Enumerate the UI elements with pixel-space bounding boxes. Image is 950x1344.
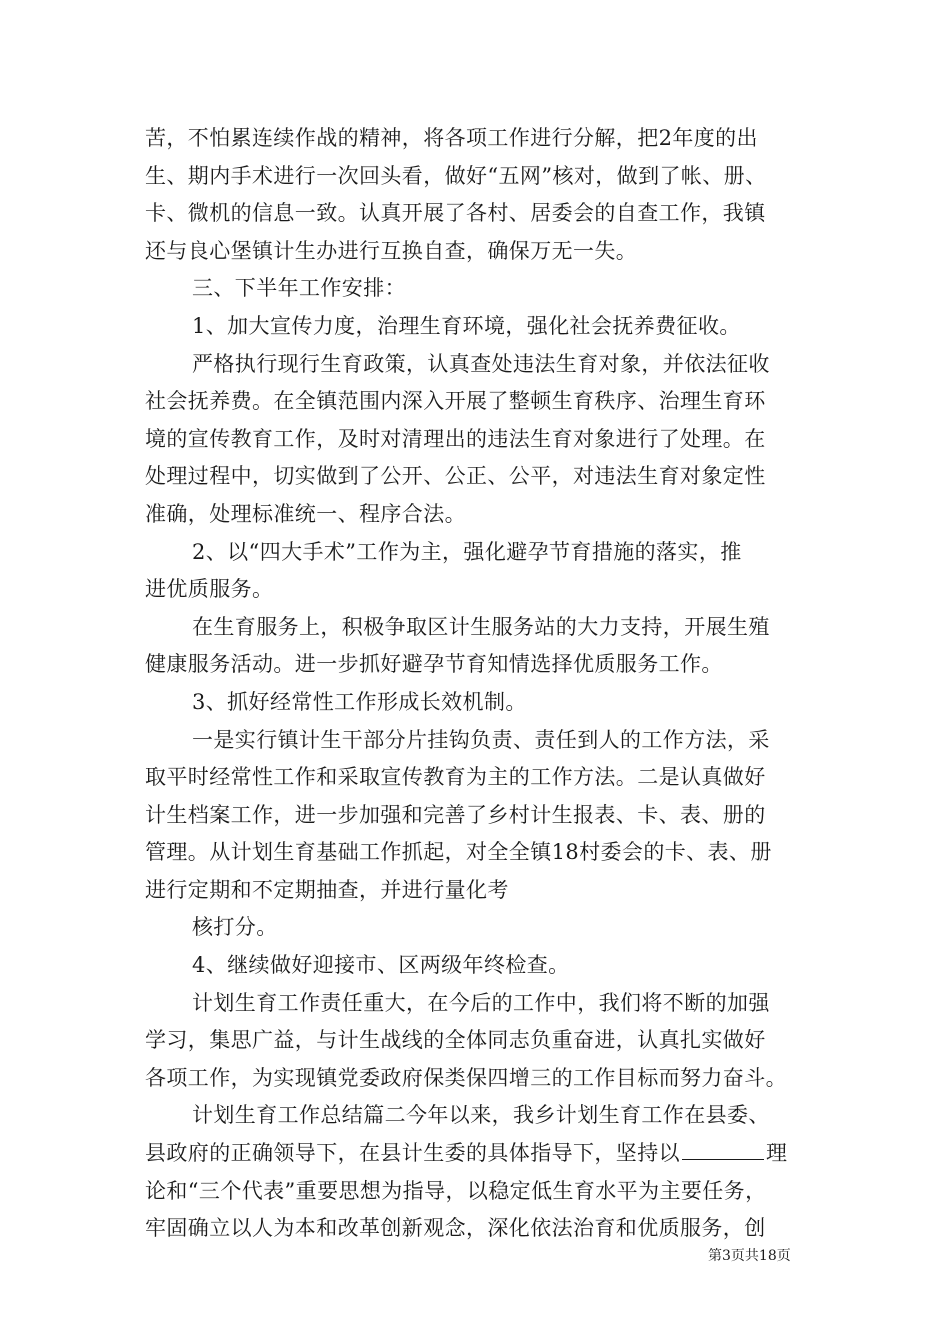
text-line: 境的宣传教育工作，及时对清理出的违法生育对象进行了处理。在: [145, 426, 766, 451]
page-number: 第3页共18页: [708, 1248, 791, 1264]
fill-in-blank: [682, 1139, 764, 1160]
text-line: 牢固确立以人为本和改革创新观念，深化依法治育和优质服务，创: [145, 1216, 766, 1241]
text-line: 健康服务活动。进一步抓好避孕节育知情选择优质服务工作。: [145, 652, 723, 677]
text-line: 计划生育工作责任重大，在今后的工作中，我们将不断的加强: [192, 990, 770, 1015]
text-line: 进行定期和不定期抽查，并进行量化考: [145, 877, 509, 902]
text-line: 社会抚养费。在全镇范围内深入开展了整顿生育秩序、治理生育环: [145, 389, 766, 414]
text-line: 计生档案工作，进一步加强和完善了乡村计生报表、卡、表、册的: [145, 802, 766, 827]
text-line: 学习，集思广益，与计生战线的全体同志负重奋进，认真扎实做好: [145, 1028, 766, 1053]
blank-line-after-text: 理: [766, 1141, 788, 1166]
section-heading: 三、下半年工作安排：: [192, 276, 406, 301]
text-line: 苦，不怕累连续作战的精神，将各项工作进行分解，把2年度的出: [145, 126, 758, 150]
text-line: 在生育服务上，积极争取区计生服务站的大力支持，开展生殖: [192, 614, 770, 639]
subsection-heading: 2、以“四大手术”工作为主，强化避孕节育措施的落实，推: [192, 539, 742, 564]
subsection-heading: 1、加大宣传力度，治理生育环境，强化社会抚养费征收。: [192, 313, 741, 338]
text-line: 一是实行镇计生干部分片挂钩负责、责任到人的工作方法，采: [192, 727, 770, 752]
text-line: 进优质服务。: [145, 577, 274, 602]
text-line: 还与良心堡镇计生办进行互换自查，确保万无一失。: [145, 238, 638, 263]
text-line: 论和“三个代表”重要思想为指导，以稳定低生育水平为主要任务，: [145, 1178, 767, 1203]
text-line: 准确，处理标准统一、程序合法。: [145, 501, 466, 526]
document-body: [145, 120, 815, 1248]
text-line: 卡、微机的信息一致。认真开展了各村、居委会的自查工作，我镇: [145, 201, 766, 226]
text-line: 核打分。: [192, 915, 278, 940]
text-line: 各项工作，为实现镇党委政府保类保四增三的工作目标而努力奋斗。: [145, 1065, 787, 1090]
text-line: 生、期内手术进行一次回头看，做好“五网”核对，做到了帐、册、: [145, 163, 767, 188]
text-line: 管理。从计划生育基础工作抓起，对全全镇18村委会的卡、表、册: [145, 840, 772, 865]
text-line-with-blank: [145, 1135, 815, 1173]
text-line: 计划生育工作总结篇二今年以来，我乡计划生育工作在县委、: [192, 1103, 770, 1128]
text-line: 处理过程中，切实做到了公开、公正、公平，对违法生育对象定性: [145, 464, 766, 489]
text-line: 取平时经常性工作和采取宣传教育为主的工作方法。二是认真做好: [145, 765, 766, 790]
text-line: 严格执行现行生育政策，认真查处违法生育对象，并依法征收: [192, 351, 770, 376]
subsection-heading: 3、抓好经常性工作形成长效机制。: [192, 689, 527, 714]
subsection-heading: 4、继续做好迎接市、区两级年终检查。: [192, 953, 570, 978]
blank-line-before-text: 县政府的正确领导下，在县计生委的具体指导下，坚持以: [145, 1141, 680, 1166]
